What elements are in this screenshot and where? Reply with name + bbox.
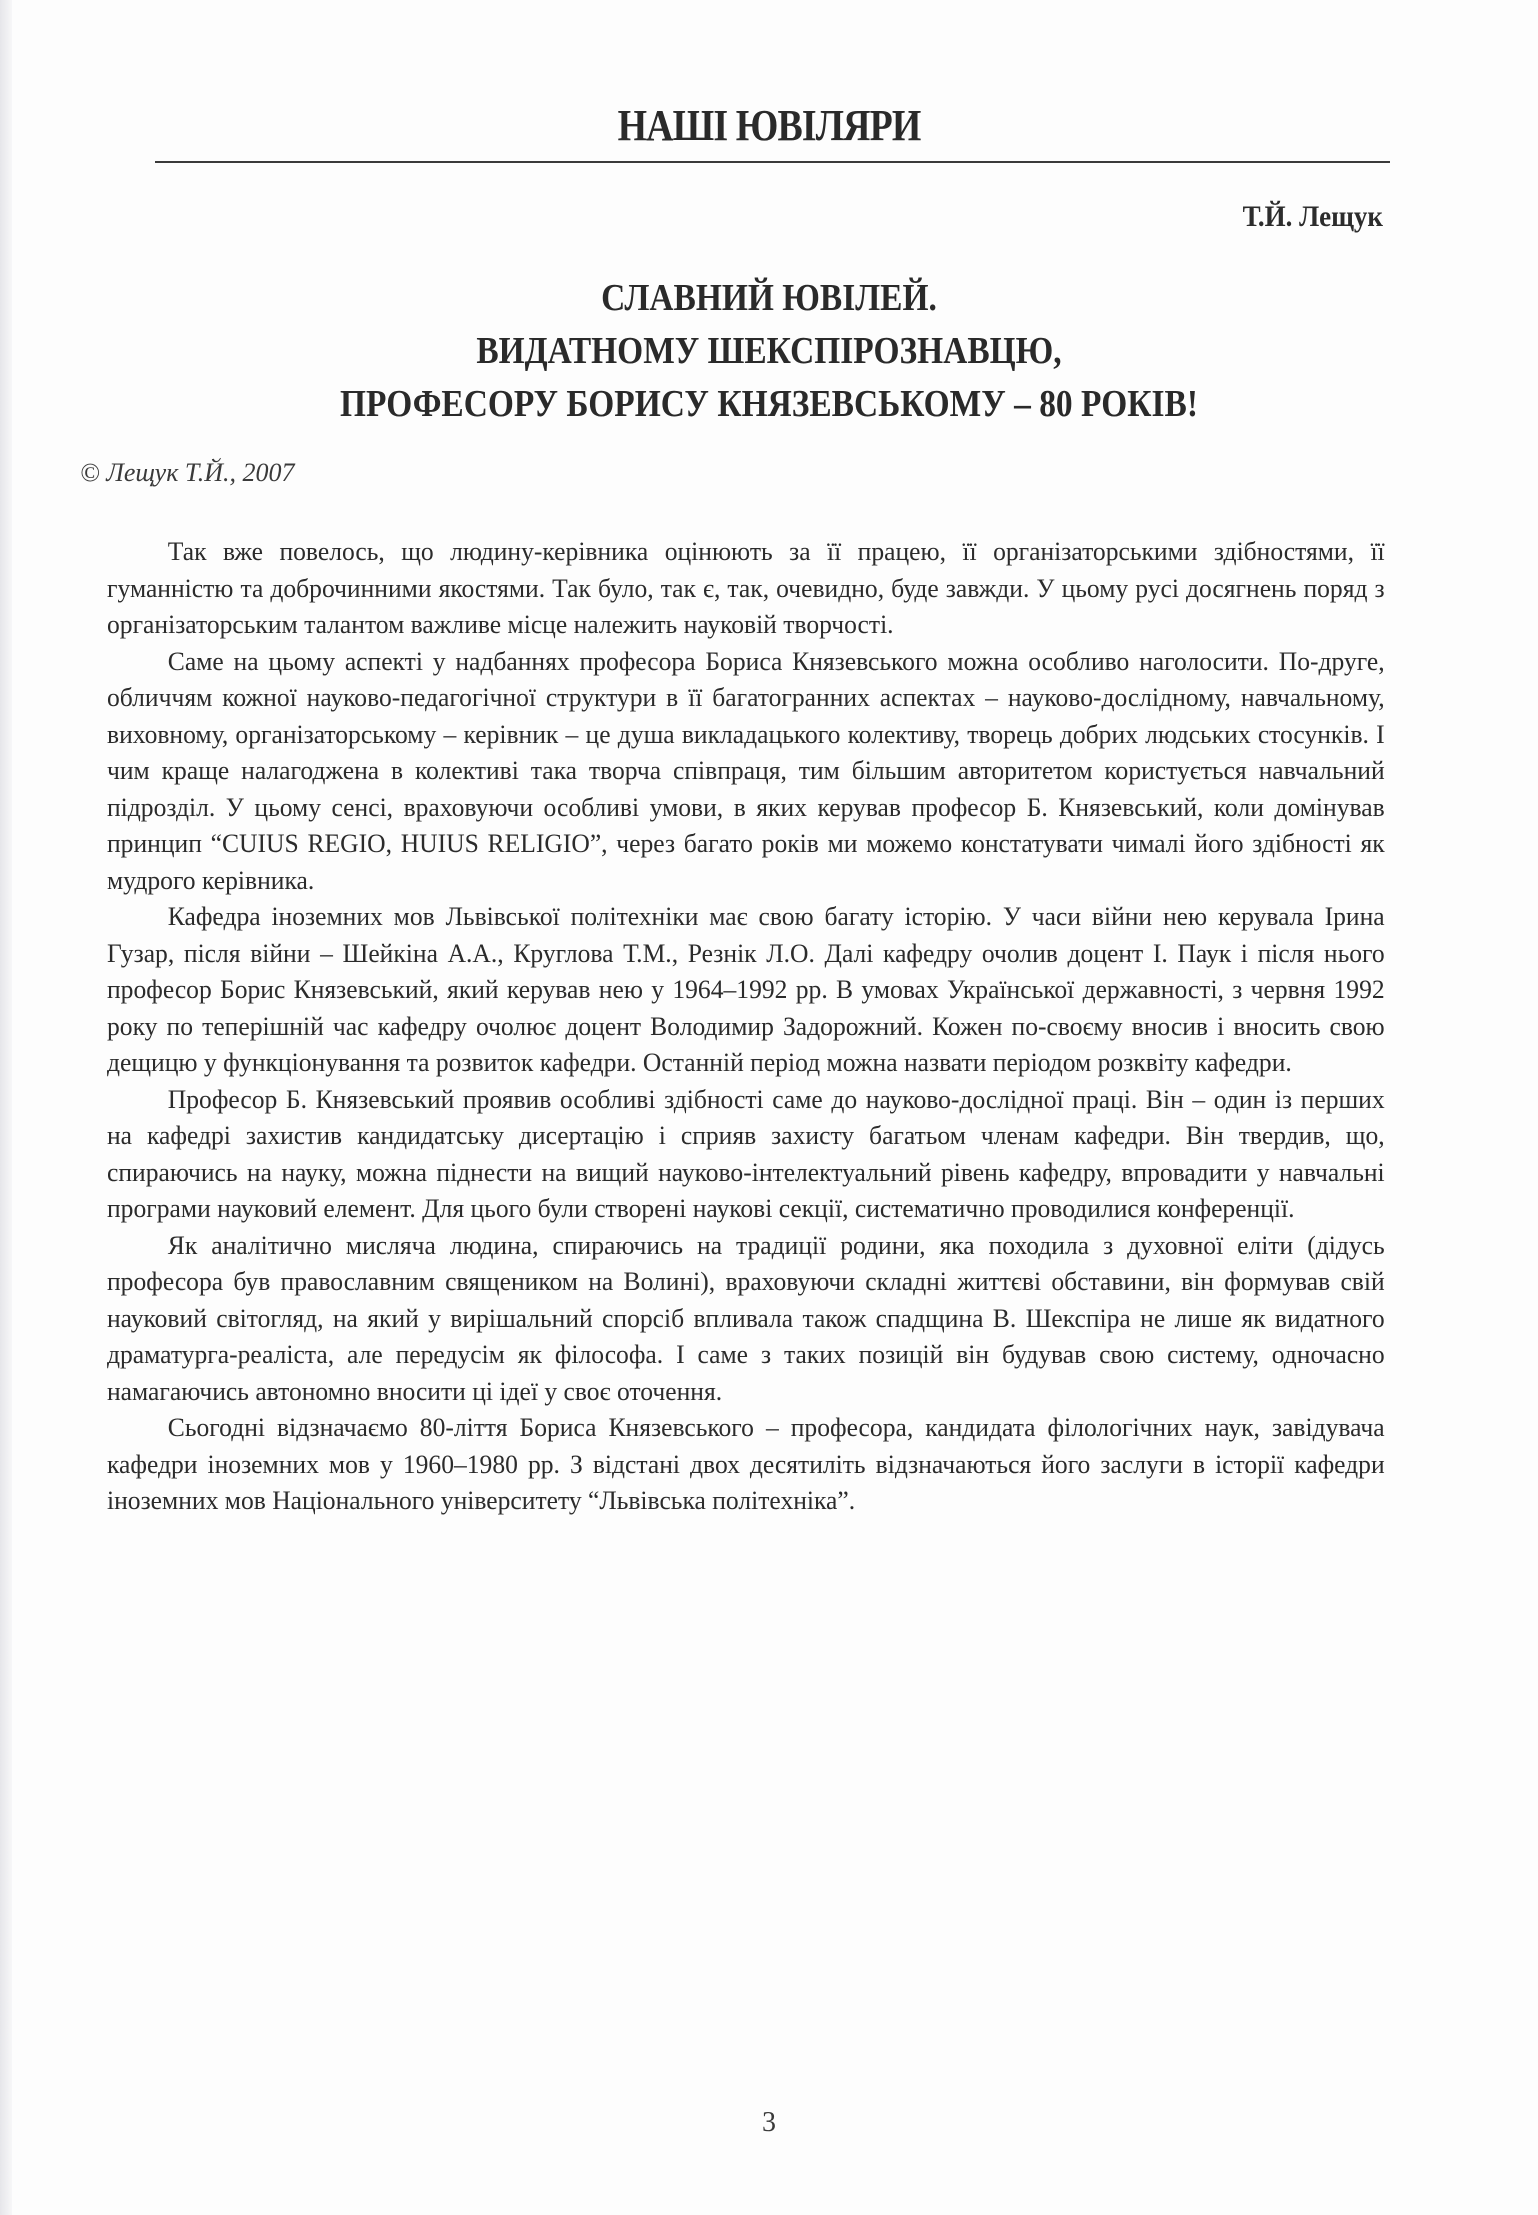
paragraph: Кафедра іноземних мов Львівської політехніки має свою багату історію. У часи війни нею керувала Ірина Гузар, після війни – Шейкіна А.А., Круглова Т.М., Резнік Л.О. Далі кафедру очолив доцент І. Паук і після нього професор Борис Князевський, який керував нею у 1964–1992 рр. В умовах Української державності, з червня 1992 року по теперішній час кафедру очолює доцент Володимир Задорожний. Кожен по-своєму вносив і вносить свою дещицю у функціонування та розвиток кафедри. Останній період можна назвати періодом розквіту кафедри. — [107, 901, 1385, 1077]
page-number: 3 — [762, 2107, 776, 2138]
paragraph: Саме на цьому аспекті у надбаннях професора Бориса Князевського можна особливо наголосити. По-друге, обличчям кожної науково-педагогічної структури в її багатогранних аспектах – науково-дослідному, навчальному, виховному, організаторському – керівник – це душа викладацького колективу, творець добрих людських стосунків. І чим краще налагоджена в колективі така творча співпраця, тим більшим авторитетом користується навчальний підрозділ. У цьому сенсі, враховуючи особливі умови, в яких керував професор Б. Князевський, коли домінував принцип “CUIUS REGIO, HUIUS RELIGIO”, через багато років ми можемо констатувати чималі його здібності як мудрого керівника. — [107, 645, 1385, 895]
paragraph: Сьогодні відзначаємо 80-ліття Бориса Князевського – професора, кандидата філологічних наук, завідувача кафедри іноземних мов у 1960–1980 рр. З відстані двох десятиліть відзначаються його заслуги в історії кафедри іноземних мов Національного університету “Львівська політехніка”. — [107, 1412, 1385, 1515]
article-title-line: ВИДАТНОМУ ШЕКСПІРОЗНАВЦЮ, — [476, 330, 1062, 372]
header-rule — [155, 161, 1390, 163]
paragraph: Так вже повелось, що людину-керівника оцінюють за її працею, її організаторськими здібностями, її гуманністю та доброчинними якостями. Так було, так є, так, очевидно, буде завжди. У цьому русі досягнень поряд з організаторським талантом важливе місце належить науковій творчості. — [107, 536, 1385, 639]
article-title — [0, 272, 1538, 431]
article-author: Т.Й. Лещук — [1242, 200, 1383, 233]
paragraph: Як аналітично мисляча людина, спираючись на традиції родини, яка походила з духовної еліти (дідусь професора був православним священиком на Волині), враховуючи складні життєві обставини, він формував свій науковий світогляд, на який у вирішальний спорсіб впливала також спадщина В. Шекспіра не лише як видатного драматурга-реаліста, але передусім як філософа. І саме з таких позицій він будував свою систему, одночасно намагаючись автономно вносити ці ідеї у своє оточення. — [107, 1229, 1385, 1406]
article-title-line: ПРОФЕСОРУ БОРИСУ КНЯЗЕВСЬКОМУ – 80 РОКІВ! — [340, 383, 1198, 425]
article-title-line: СЛАВНИЙ ЮВІЛЕЙ. — [601, 277, 937, 319]
paragraph: Професор Б. Князевський проявив особливі здібності саме до науково-дослідної праці. Він – один із перших на кафедрі захистив кандидатську дисертацію і сприяв захисту багатьом членам кафедри. Він твердив, що, спираючись на науку, можна піднести на вищий науково-інтелектуальний рівень кафедру, впровадити у навчальні програми науковий елемент. Для цього були створені наукові секції, систематично проводилися конференції. — [107, 1083, 1385, 1223]
article-body — [107, 533, 1385, 1519]
section-title: НАШІ ЮВІЛЯРИ — [617, 101, 921, 150]
copyright-notice: © Лещук Т.Й., 2007 — [80, 458, 295, 487]
